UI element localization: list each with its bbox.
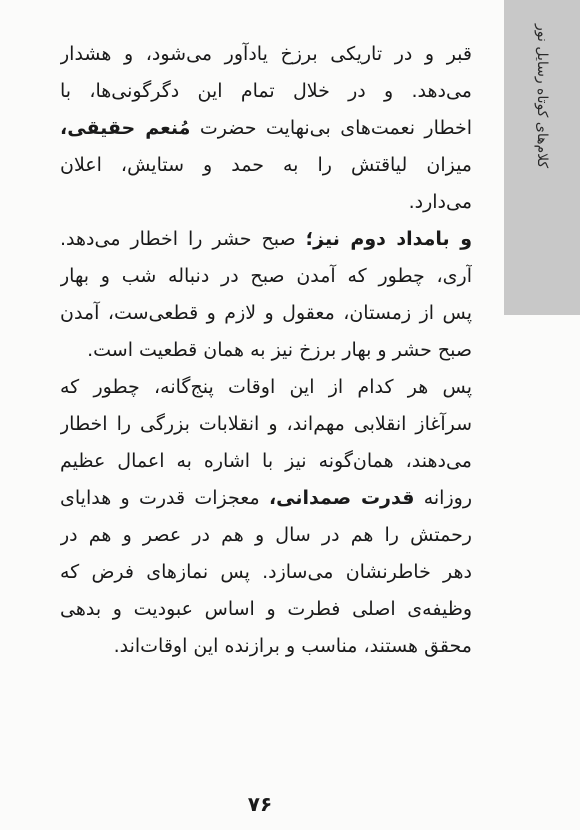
- bold-phrase: و بامداد دوم نیز؛: [305, 228, 472, 250]
- text-segment: صبح حشر و بهار برزخ نیز به همان قطعیت است.: [87, 339, 472, 361]
- text-line: [60, 628, 472, 665]
- text-segment: معجزات قدرت و هدایای: [60, 487, 269, 509]
- text-line: [60, 554, 472, 591]
- text-segment: قبر و در تاریکی برزخ یادآور می‌شود، و هشدار: [60, 43, 472, 65]
- chapter-side-tab-label: کلام‌های کوتاه رسایل نور: [534, 24, 550, 169]
- text-line: [60, 221, 472, 258]
- text-line: [60, 110, 472, 147]
- text-segment: پس هر کدام از این اوقات پنج‌گانه، چطور که: [60, 376, 472, 398]
- text-segment: می‌دارد.: [408, 191, 472, 213]
- text-segment: رحمتش را هم در سال و هم در عصر و هم در: [60, 524, 472, 546]
- text-line: [60, 147, 472, 184]
- text-segment: روزانه: [414, 487, 472, 509]
- text-segment: صبح حشر را اخطار می‌دهد.: [60, 228, 306, 250]
- text-segment: آری، چطور که آمدن صبح در دنباله شب و بهار: [60, 265, 472, 287]
- text-line: [60, 443, 472, 480]
- page-body-text: [60, 36, 472, 665]
- text-segment: وظیفه‌ی اصلی فطرت و اساس عبودیت و بدهی: [60, 598, 472, 620]
- text-segment: سرآغاز انقلابی مهم‌اند، و انقلابات بزرگی را اخطار: [60, 413, 472, 435]
- text-segment: دهر خاطرنشان می‌سازد. پس نمازهای فرض که: [60, 561, 472, 583]
- bold-phrase: مُنعم حقیقی،: [60, 117, 191, 139]
- text-segment: اخطار نعمت‌های بی‌نهایت حضرت: [190, 117, 472, 139]
- text-line: [60, 184, 472, 221]
- text-line: [60, 369, 472, 406]
- text-line: [60, 36, 472, 73]
- chapter-side-tab: [504, 0, 580, 315]
- text-segment: می‌دهد. و در خلال تمام این دگرگونی‌ها، با: [60, 80, 472, 102]
- page-number: ۷۶: [247, 792, 273, 816]
- text-segment: پس از زمستان، معقول و لازم و قطعی‌ست، آمدن: [60, 302, 472, 324]
- text-line: [60, 258, 472, 295]
- text-line: [60, 591, 472, 628]
- text-segment: محقق هستند، مناسب و برازنده این اوقات‌اند.: [113, 635, 472, 657]
- text-line: [60, 73, 472, 110]
- text-line: [60, 406, 472, 443]
- text-segment: می‌دهند، همان‌گونه نیز با اشاره به اعمال عظیم: [60, 450, 472, 472]
- text-segment: میزان لیاقتش را به حمد و ستایش، اعلان: [60, 154, 472, 176]
- text-line: [60, 332, 472, 369]
- bold-phrase: قدرت صمدانی،: [268, 487, 415, 509]
- text-line: [60, 480, 472, 517]
- text-line: [60, 517, 472, 554]
- text-line: [60, 295, 472, 332]
